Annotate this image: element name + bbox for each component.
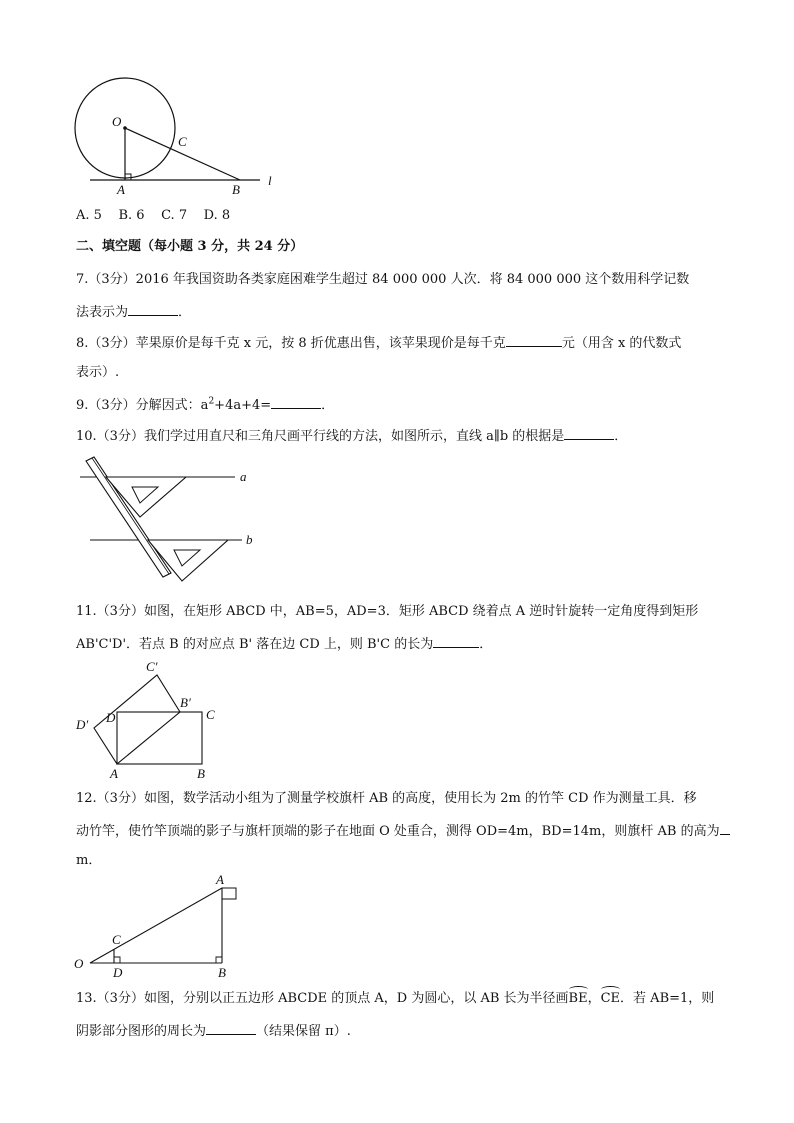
q11-text: AB'C'D'．若点 B 的对应点 B' 落在边 CD 上，则 B'C 的长为 [76, 637, 434, 652]
label-a: A [117, 182, 125, 197]
figure-flagpole [70, 870, 250, 982]
q13-text-end: ．若 AB=1，则 [620, 991, 715, 1006]
arc-be: BE [568, 991, 588, 1006]
answer-blank[interactable] [506, 333, 562, 347]
label-d: D [106, 710, 116, 725]
q13-line2 [76, 1021, 351, 1041]
label-c: C [206, 707, 215, 722]
q11-line1: 11.（3分）如图，在矩形 ABCD 中，AB=5，AD=3．矩形 ABCD 绕着点 A 逆时针旋转一定角度得到矩形 [76, 604, 699, 619]
label-b: B [218, 965, 226, 980]
label-b: B [197, 766, 205, 781]
label-a: A [110, 766, 118, 781]
q9-line [76, 395, 334, 415]
figure-circle-tangent [60, 60, 290, 200]
q7-text: 法表示为 [76, 305, 129, 320]
right-angle-mark-b [216, 957, 222, 963]
label-a: A [216, 872, 224, 887]
flag [222, 888, 236, 899]
q8-text-end: 元（用含 x 的代数式 [561, 336, 682, 351]
q12-line2 [76, 821, 730, 841]
q10-end: ． [614, 429, 628, 444]
q12-line3: m． [76, 853, 102, 868]
q13-end: （结果保留 π）. [256, 1024, 351, 1039]
q10-line [76, 426, 627, 446]
shadow-line-oa [90, 888, 222, 963]
label-c: C [178, 134, 187, 149]
q12-text: 动竹竿，使竹竿顶端的影子与旗杆顶端的影子在地面 O 处重合，测得 OD=4m，BD=14m，则旗杆 AB 的高为 [76, 824, 720, 839]
q11-line2 [76, 634, 492, 654]
right-angle-mark-d [114, 957, 120, 963]
q12-line1: 12.（3分）如图，数学活动小组为了测量学校旗杆 AB 的高度，使用长为 2m 的竹竿 CD 作为测量工具．移 [76, 791, 697, 806]
answer-blank[interactable] [206, 1021, 256, 1035]
q9-end: ． [321, 398, 335, 413]
q7-line2 [76, 302, 191, 322]
q9-exponent: 2 [208, 396, 215, 407]
q13-line1 [76, 990, 714, 1008]
q8-line2: 表示）. [76, 365, 120, 380]
label-b: b [246, 532, 253, 547]
q7-line1: 7.（3分）2016 年我国资助各类家庭困难学生超过 84 000 000 人次．将 84 000 000 这个数用科学记数 [76, 272, 690, 287]
answer-blank[interactable] [564, 426, 614, 440]
section-title: 二、填空题（每小题 3 分，共 24 分） [76, 239, 304, 254]
answer-blank[interactable] [433, 634, 479, 648]
q9-text: 9.（3分）分解因式：a [76, 398, 209, 413]
center-dot [123, 126, 127, 130]
q7-end: ． [178, 305, 192, 320]
q13-text: 阴影部分图形的周长为 [76, 1024, 207, 1039]
answer-blank[interactable] [720, 821, 730, 835]
label-c-prime: C′ [146, 659, 158, 674]
figure-parallel-lines [70, 455, 270, 585]
label-b-prime: B′ [180, 695, 191, 710]
rectangle-abcd [117, 712, 202, 764]
label-b: B [232, 182, 240, 197]
label-o: O [112, 114, 122, 129]
arc-ce: CE [600, 991, 621, 1006]
q11-end: ． [479, 637, 493, 652]
label-c: C [112, 932, 121, 947]
q9-expr: +4a+4= [214, 398, 272, 413]
q10-text: 10.（3分）我们学过用直尺和三角尺画平行线的方法，如图所示，直线 a∥b 的根据是 [76, 429, 565, 444]
label-l: l [268, 173, 272, 188]
label-o: O [74, 956, 84, 971]
label-a: a [240, 469, 247, 484]
figure-rotated-rectangle [70, 655, 230, 785]
ruler [86, 457, 171, 577]
q6-options: A. 5 B. 6 C. 7 D. 8 [76, 208, 231, 223]
label-d-prime: D′ [76, 717, 89, 732]
q13-text: 13.（3分）如图，分别以正五边形 ABCDE 的顶点 A，D 为圆心，以 AB 长为半径画 [76, 991, 569, 1006]
right-angle-mark [125, 174, 131, 180]
answer-blank[interactable] [128, 302, 178, 316]
ruler-edge [92, 458, 169, 574]
label-d: D [113, 965, 123, 980]
answer-blank[interactable] [271, 395, 321, 409]
q8-text: 8.（3分）苹果原价是每千克 x 元，按 8 折优惠出售，该苹果现价是每千克 [76, 336, 506, 351]
q13-sep: ， [587, 991, 601, 1006]
q8-line1 [76, 333, 681, 353]
